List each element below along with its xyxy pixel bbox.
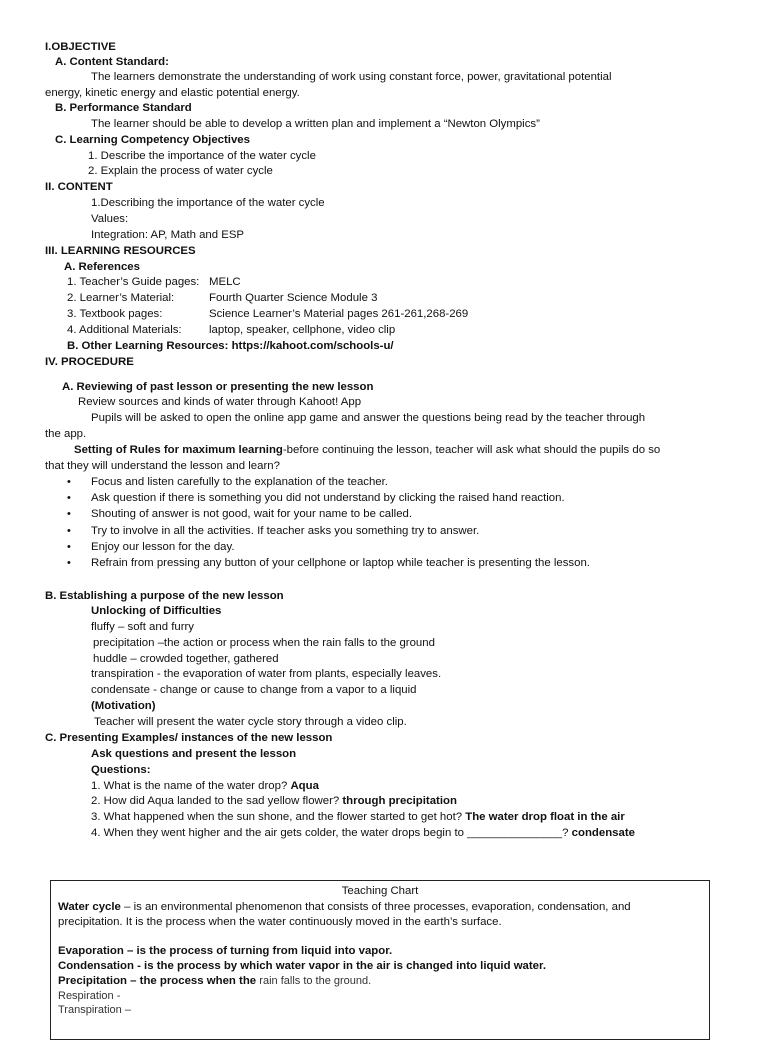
questions-label: Questions: xyxy=(91,764,151,776)
teaching-chart-box xyxy=(50,880,710,1040)
question-item xyxy=(91,779,319,793)
water-cycle-line-1 xyxy=(58,900,631,914)
performance-standard-label: B. Performance Standard xyxy=(55,102,192,114)
vocab-item: fluffy – soft and furry xyxy=(91,621,194,633)
competency-item: 2. Explain the process of water cycle xyxy=(88,165,273,177)
resource-row-value: laptop, speaker, cellphone, video clip xyxy=(209,324,396,336)
procedure-a-line-1: Review sources and kinds of water through Kahoot! App xyxy=(78,396,362,408)
water-cycle-def: – is an environmental phenomenon that consists of three processes, evaporation, condensation, and xyxy=(120,901,631,913)
question-answer: The water drop float in the air xyxy=(465,811,625,823)
vocab-item: transpiration - the evaporation of water from plants, especially leaves. xyxy=(91,668,442,680)
precipitation-bold: Precipitation – the process when the xyxy=(58,975,260,987)
vocab-item: precipitation –the action or process when the rain falls to the ground xyxy=(93,637,435,649)
resource-row-value: Fourth Quarter Science Module 3 xyxy=(209,292,378,304)
vocab-item: condensate - change or cause to change from a vapor to a liquid xyxy=(91,684,417,696)
resource-row-label: 4. Additional Materials: xyxy=(67,324,182,336)
question-text: 3. What happened when the sun shone, and the flower started to get hot? xyxy=(91,811,466,823)
question-text: 2. How did Aqua landed to the sad yellow flower? xyxy=(91,795,343,807)
rules-line-2: that they will understand the lesson and learn? xyxy=(45,460,280,472)
question-answer: condensate xyxy=(571,827,635,839)
content-heading: II. CONTENT xyxy=(45,181,113,193)
rules-line-1 xyxy=(74,443,660,457)
water-cycle-line-2: precipitation. It is the process when the water continuously moved in the earth’s surface. xyxy=(58,916,502,928)
procedure-heading: IV. PROCEDURE xyxy=(45,356,134,368)
procedure-b-label: B. Establishing a purpose of the new lesson xyxy=(45,590,284,602)
question-text: 1. What is the name of the water drop? xyxy=(91,780,291,792)
procedure-a-label: A. Reviewing of past lesson or presenting the new lesson xyxy=(62,381,374,393)
rule-bullet: • Focus and listen carefully to the explanation of the teacher. xyxy=(91,475,388,489)
content-item: 1.Describing the importance of the water cycle xyxy=(91,197,325,209)
ask-questions-label: Ask questions and present the lesson xyxy=(91,748,297,760)
unlocking-label: Unlocking of Difficulties xyxy=(91,605,222,617)
other-resources-link[interactable]: B. Other Learning Resources: https://kahoot.com/schools-u/ xyxy=(67,340,394,352)
rule-bullet: • Refrain from pressing any button of your cellphone or laptop while teacher is presenting the lesson. xyxy=(91,556,590,570)
condensation-def: Condensation - is the process by which water vapor in the air is changed into liquid water. xyxy=(58,960,546,972)
evaporation-def: Evaporation – is the process of turning from liquid into vapor. xyxy=(58,945,393,957)
rules-bold: Setting of Rules for maximum learning xyxy=(74,444,283,456)
resource-row xyxy=(67,275,241,289)
resources-heading: III. LEARNING RESOURCES xyxy=(45,245,196,257)
rule-bullet: • Try to involve in all the activities. If teacher asks you something try to answer. xyxy=(91,524,479,538)
rule-bullet: • Ask question if there is something you did not understand by clicking the raised hand reaction. xyxy=(91,491,565,505)
content-standard-text-2: energy, kinetic energy and elastic potential energy. xyxy=(45,87,300,99)
question-answer: Aqua xyxy=(290,780,319,792)
question-text: 4. When they went higher and the air gets colder, the water drops begin to _______________? xyxy=(91,827,572,839)
water-cycle-term: Water cycle xyxy=(58,901,121,913)
rule-bullet: • Enjoy our lesson for the day. xyxy=(91,540,235,554)
resource-row xyxy=(67,307,468,321)
content-standard-label: A. Content Standard: xyxy=(55,56,169,68)
question-item xyxy=(91,794,457,808)
content-standard-text-1: The learners demonstrate the understanding of work using constant force, power, gravitational potential xyxy=(91,71,612,83)
respiration-def: Respiration - xyxy=(58,990,121,1002)
resource-row-value: MELC xyxy=(209,276,241,288)
procedure-a-line-2: Pupils will be asked to open the online app game and answer the questions being read by the teacher through xyxy=(91,412,646,424)
precipitation-def xyxy=(58,974,371,988)
procedure-a-line-3: the app. xyxy=(45,428,87,440)
question-item xyxy=(91,810,625,824)
rule-bullet: • Shouting of answer is not good, wait for your name to be called. xyxy=(91,507,412,521)
competency-item: 1. Describe the importance of the water cycle xyxy=(88,150,316,162)
resource-row-label: 1. Teacher’s Guide pages: xyxy=(67,276,200,288)
content-integration: Integration: AP, Math and ESP xyxy=(91,229,245,241)
competency-label: C. Learning Competency Objectives xyxy=(55,134,250,146)
vocab-item: huddle – crowded together, gathered xyxy=(93,653,279,665)
question-answer: through precipitation xyxy=(342,795,457,807)
resource-row xyxy=(67,291,377,305)
rules-rest: -before continuing the lesson, teacher will ask what should the pupils do so xyxy=(282,444,661,456)
resource-row xyxy=(67,323,395,337)
objective-heading: I.OBJECTIVE xyxy=(45,41,116,53)
resource-row-value: Science Learner’s Material pages 261-261,268-269 xyxy=(209,308,469,320)
references-label: A. References xyxy=(64,261,140,273)
teaching-chart-title: Teaching Chart xyxy=(341,885,419,897)
motivation-label: (Motivation) xyxy=(91,700,156,712)
performance-standard-text: The learner should be able to develop a written plan and implement a “Newton Olympics” xyxy=(91,118,540,130)
question-item xyxy=(91,826,635,840)
resource-row-label: 3. Textbook pages: xyxy=(67,308,163,320)
content-values: Values: xyxy=(91,213,129,225)
resource-row-label: 2. Learner’s Material: xyxy=(67,292,175,304)
motivation-text: Teacher will present the water cycle story through a video clip. xyxy=(94,716,407,728)
precipitation-rest: rain falls to the ground. xyxy=(259,975,372,987)
procedure-c-label: C. Presenting Examples/ instances of the new lesson xyxy=(45,732,333,744)
transpiration-def: Transpiration – xyxy=(58,1004,131,1016)
